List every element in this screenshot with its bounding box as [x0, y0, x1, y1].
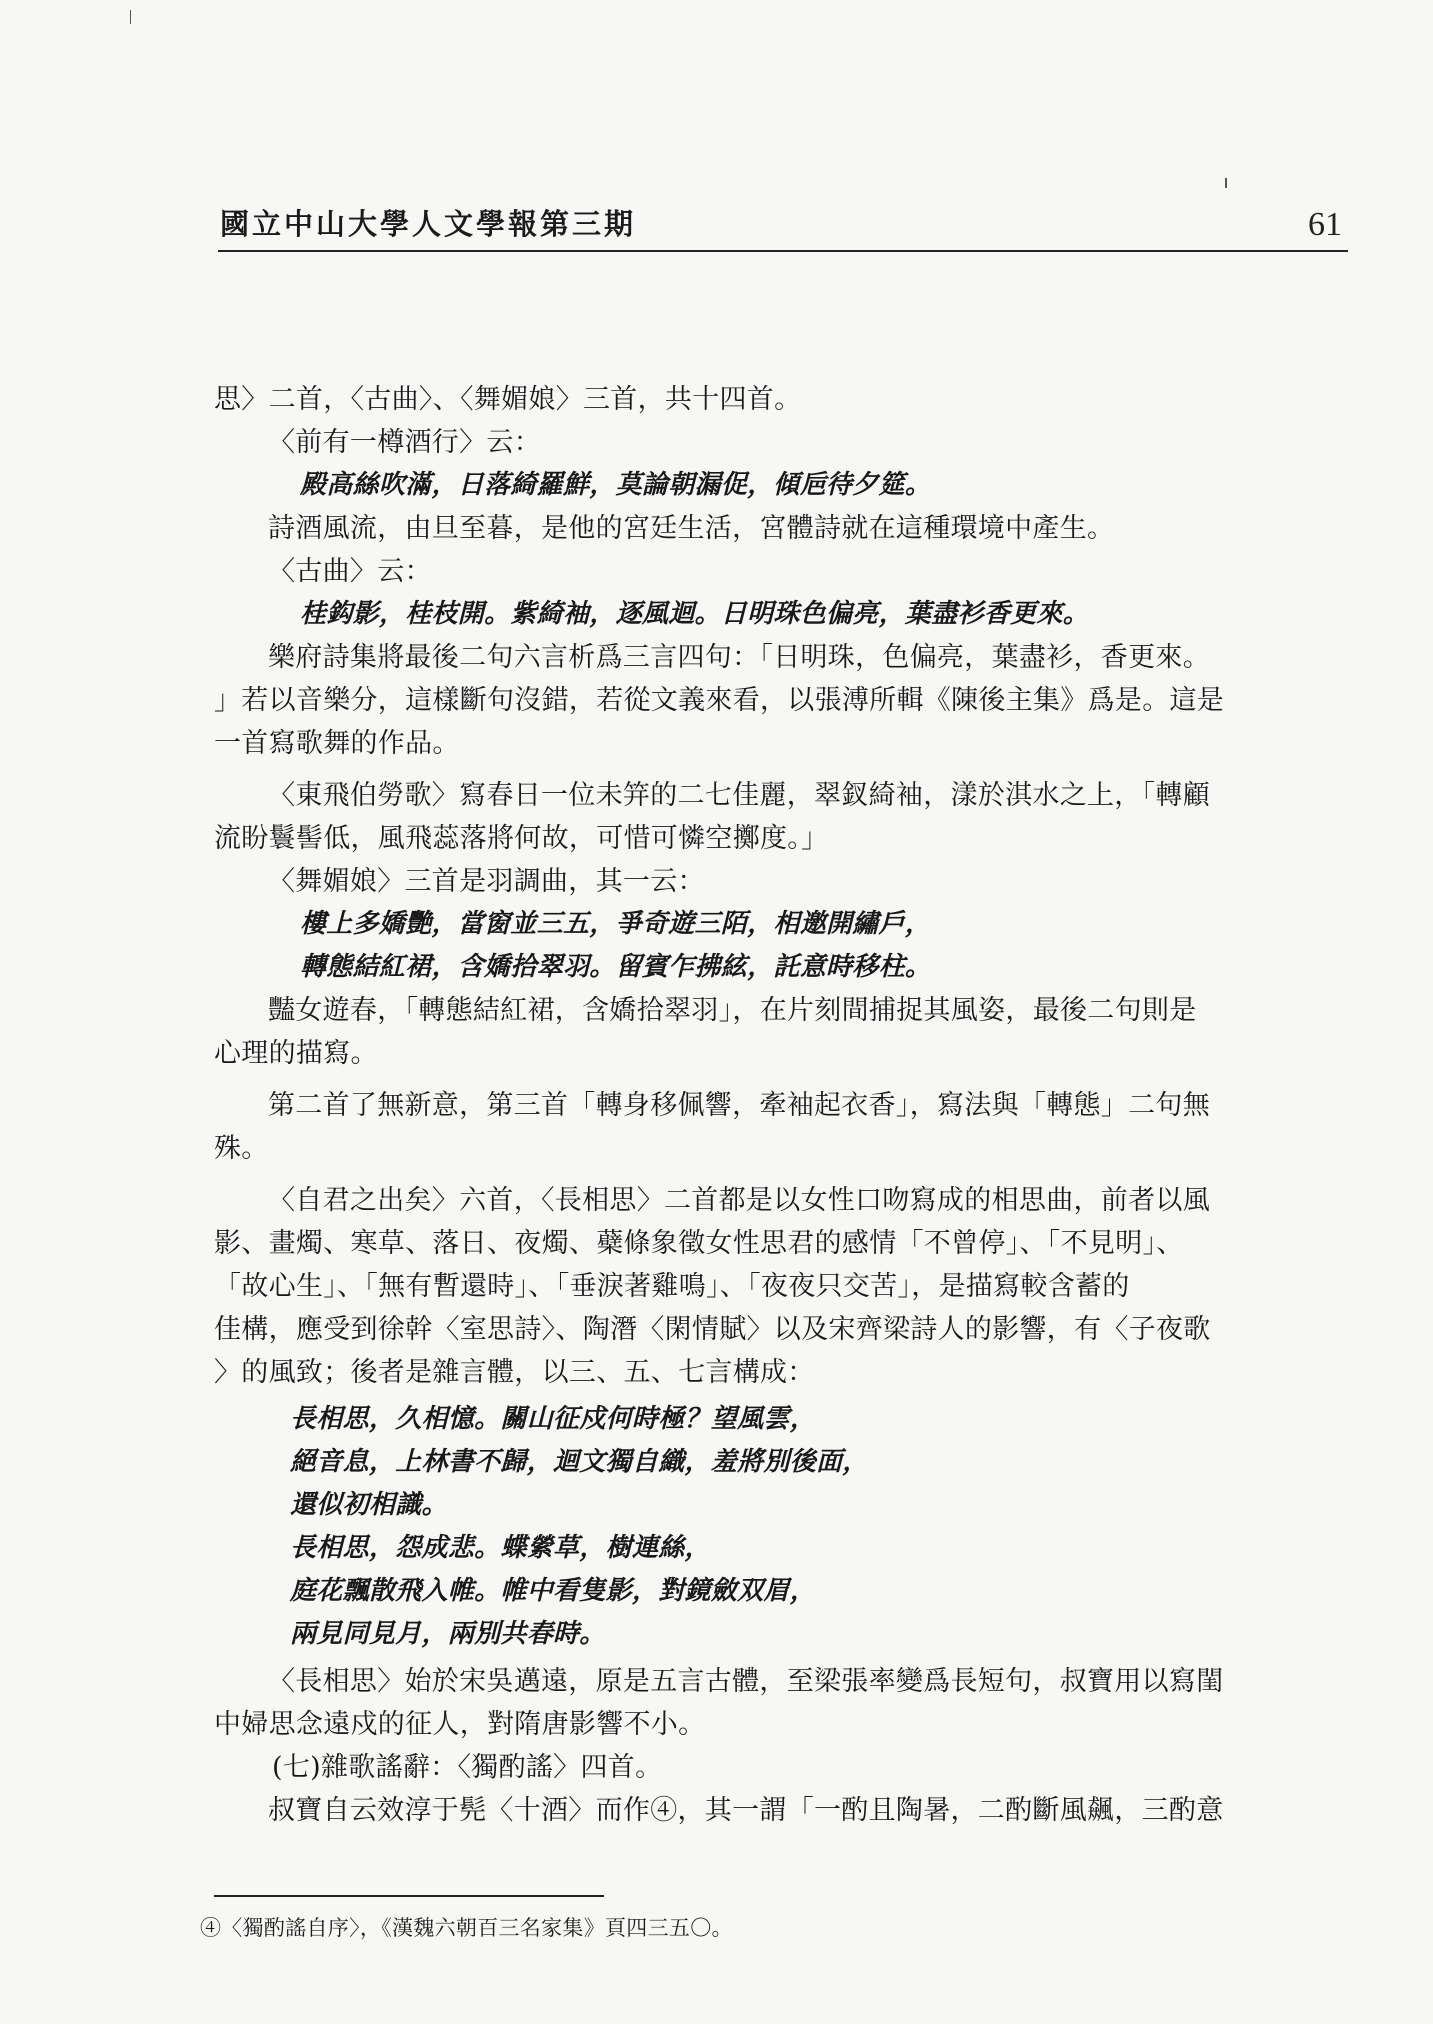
- text-line: 」若以音樂分，這樣斷句沒錯，若從文義來看，以張溥所輯《陳後主集》爲是。這是: [214, 685, 1225, 716]
- text-line: 樂府詩集將最後二句六言析爲三言四句：「日明珠，色偏亮，葉盡衫，香更來。: [268, 642, 1210, 673]
- text-line: 流盼鬟髻低，風飛蕊落將何故，可惜可憐空擲度。」: [214, 823, 829, 854]
- verse-line: 庭花飄散飛入帷。帷中看隻影，對鏡斂双眉，: [290, 1576, 817, 1606]
- verse-line: 長相思，久相憶。關山征戍何時極？望風雲，: [290, 1404, 817, 1434]
- running-header: [218, 200, 1348, 250]
- text-line: 〈東飛伯勞歌〉寫春日一位未笄的二七佳麗，翠釵綺袖，漾於淇水之上，「轉顧: [268, 780, 1210, 811]
- verse-line: 兩見同見月，兩別共春時。: [290, 1619, 606, 1649]
- verse-line: 長相思，怨成悲。蝶縈草，樹連絲，: [290, 1533, 711, 1563]
- text-line: 心理的描寫。: [214, 1038, 378, 1069]
- text-line: 一首寫歌舞的作品。: [214, 728, 460, 759]
- scan-mark: [130, 10, 131, 24]
- text-line: 豔女遊春，「轉態結紅裙，含嬌拾翠羽」，在片刻間捕捉其風姿，最後二句則是: [268, 995, 1197, 1026]
- text-line: 〈前有一樽酒行〉云：: [268, 427, 541, 458]
- text-line: 中婦思念遠戍的征人，對隋唐影響不小。: [214, 1709, 706, 1740]
- text-line: 叔寶自云效淳于髡〈十酒〉而作④，其一謂「一酌且陶暑，二酌斷風飆，三酌意: [268, 1795, 1224, 1826]
- text-line: 詩酒風流，由旦至暮，是他的宮廷生活，宮體詩就在這種環境中產生。: [268, 513, 1115, 544]
- quote-line: 樓上多嬌艷，當窗並三五，爭奇遊三陌，相邀開繡戶，: [300, 909, 932, 939]
- section-heading: (七)雜歌謠辭：〈獨酌謠〉四首。: [272, 1752, 663, 1783]
- quote-line: 殿高絲吹滿，日落綺羅鮮，莫論朝漏促，傾巵待夕筵。: [300, 470, 932, 500]
- quote-line: 桂鈎影，桂枝開。紫綺袖，逐風迴。日明珠色偏亮，葉盡衫香更來。: [300, 599, 1090, 629]
- text-line: 第二首了無新意，第三首「轉身移佩響，牽袖起衣香」，寫法與「轉態」二句無: [268, 1090, 1210, 1121]
- text-line: 〈自君之出矣〉六首，〈長相思〉二首都是以女性口吻寫成的相思曲，前者以風: [268, 1185, 1210, 1216]
- journal-title: 國立中山大學人文學報第三期: [220, 207, 637, 241]
- body-text: [214, 378, 1320, 1832]
- footnote: ④〈獨酌謠自序〉，《漢魏六朝百三名家集》頁四三五〇。: [200, 1916, 733, 1940]
- text-line: 「故心生」、「無有暫還時」、「垂淚著雞鳴」、「夜夜只交苦」，是描寫較含蓄的: [214, 1271, 1130, 1302]
- text-line: 〈古曲〉云：: [268, 556, 432, 587]
- text-line: 〈長相思〉始於宋吳邁遠，原是五言古體，至梁張率變爲長短句，叔寶用以寫閨: [268, 1666, 1224, 1697]
- quote-line: 轉態結紅裙，含嬌拾翠羽。留賓乍拂絃，託意時移柱。: [300, 952, 932, 982]
- verse-line: 絕音息，上林書不歸，迴文獨自織，羞將別後面，: [290, 1447, 869, 1477]
- footnote-rule: [214, 1895, 604, 1897]
- scan-mark: [1225, 178, 1227, 188]
- text-line: 思〉二首，〈古曲〉、〈舞媚娘〉三首，共十四首。: [214, 384, 802, 415]
- text-line: 佳構，應受到徐幹〈室思詩〉、陶潛〈閑情賦〉以及宋齊梁詩人的影響，有〈子夜歌: [214, 1314, 1211, 1345]
- text-line: 影、畫燭、寒草、落日、夜燭、蘗條象徵女性思君的感情「不曾停」、「不見明」、: [214, 1228, 1184, 1259]
- page-number: 61: [1308, 206, 1342, 243]
- verse-line: 還似初相識。: [290, 1490, 448, 1520]
- text-line: 殊。: [214, 1133, 269, 1164]
- header-rule: [218, 250, 1348, 252]
- text-line: 〈舞媚娘〉三首是羽調曲，其一云：: [268, 866, 705, 897]
- text-line: 〉的風致；後者是雜言體，以三、五、七言構成：: [214, 1357, 815, 1388]
